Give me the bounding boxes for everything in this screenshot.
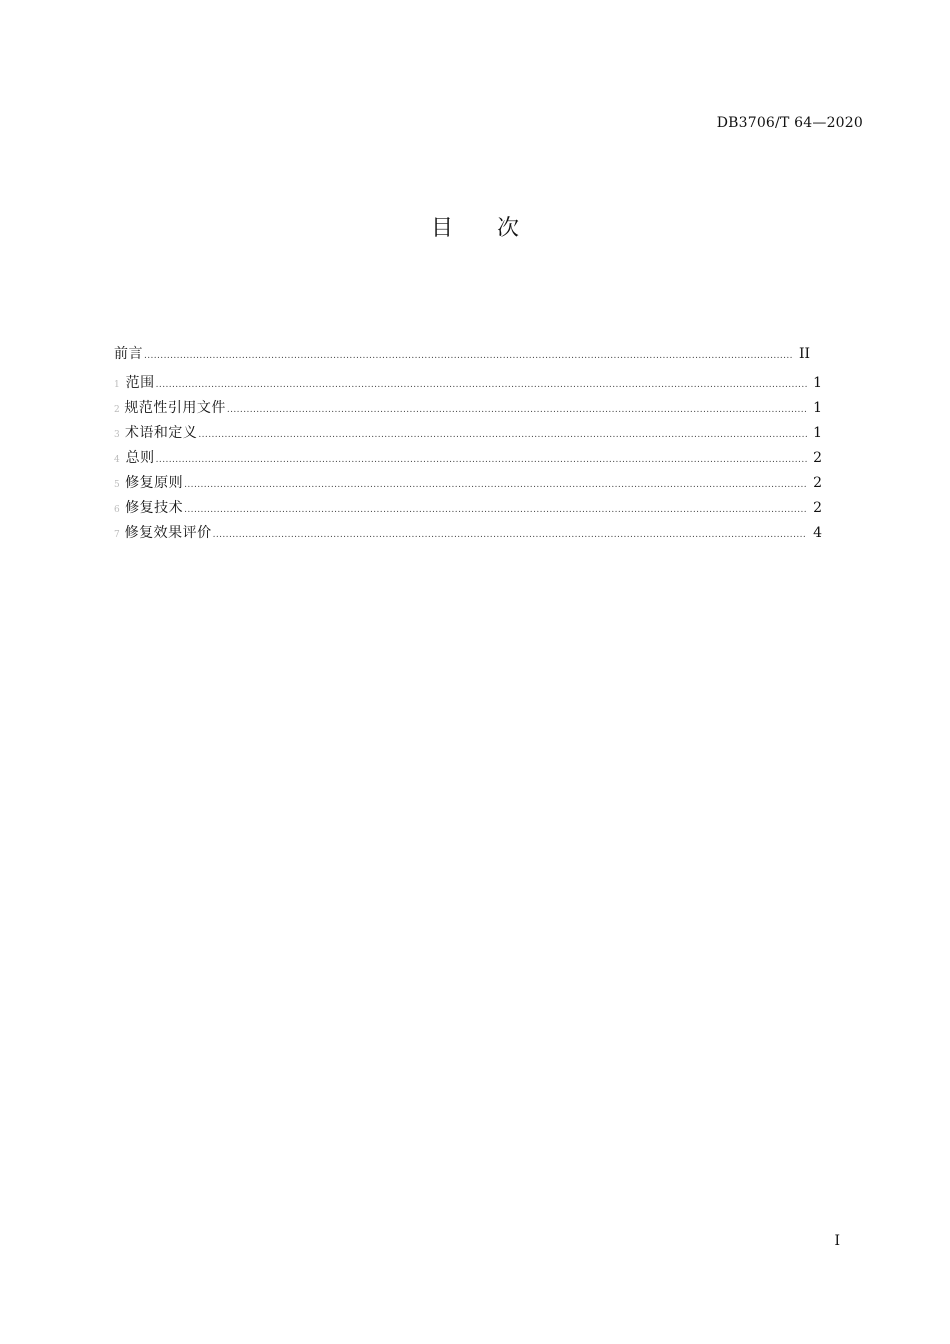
toc-entry-label: 前言 xyxy=(114,346,143,362)
toc-heading-char-2: 次 xyxy=(497,216,520,241)
toc-entry-label: 术语和定义 xyxy=(124,425,198,441)
toc-dot-leader xyxy=(227,398,807,423)
toc-entry-page: 2 xyxy=(813,500,822,516)
toc-entry-page: 1 xyxy=(813,375,822,391)
toc-entry-label: 规范性引用文件 xyxy=(124,400,226,416)
page-number: I xyxy=(834,1233,840,1249)
toc-entry-terms-definitions[interactable] xyxy=(114,421,822,446)
document-code: DB3706/T 64—2020 xyxy=(716,115,863,131)
toc-entry-preface[interactable] xyxy=(114,342,822,370)
toc-heading-char-1: 目 xyxy=(430,216,453,241)
toc-entry-label: 修复技术 xyxy=(125,500,184,516)
toc-entry-number: 4 xyxy=(114,455,120,465)
toc-entry-evaluation[interactable] xyxy=(114,521,822,546)
toc-dot-leader xyxy=(156,373,807,398)
toc-dot-leader xyxy=(144,344,793,369)
toc-entry-number: 3 xyxy=(114,430,120,440)
toc-dot-leader xyxy=(156,448,807,473)
toc-dot-leader xyxy=(213,523,807,548)
toc-entry-general[interactable] xyxy=(114,446,822,471)
toc-entry-page: 2 xyxy=(813,475,822,491)
table-of-contents xyxy=(114,342,822,546)
toc-entry-page: II xyxy=(798,346,810,362)
toc-entry-number: 5 xyxy=(114,480,120,490)
toc-dot-leader xyxy=(184,498,807,523)
toc-heading xyxy=(0,211,950,242)
toc-dot-leader xyxy=(184,473,807,498)
toc-entry-principles[interactable] xyxy=(114,471,822,496)
toc-entry-label: 总则 xyxy=(125,450,155,466)
toc-entry-label: 修复效果评价 xyxy=(124,525,212,541)
toc-dot-leader xyxy=(198,423,807,448)
toc-entry-label: 范围 xyxy=(125,375,155,391)
toc-entry-techniques[interactable] xyxy=(114,496,822,521)
toc-entry-page: 4 xyxy=(813,525,822,541)
toc-entry-label: 修复原则 xyxy=(125,475,184,491)
toc-entry-page: 1 xyxy=(813,400,822,416)
toc-entry-scope[interactable] xyxy=(114,371,822,396)
toc-entry-page: 2 xyxy=(813,450,822,466)
toc-entry-number: 7 xyxy=(114,530,120,540)
toc-entry-number: 2 xyxy=(114,405,120,415)
toc-entry-number: 1 xyxy=(114,380,120,390)
toc-entry-number: 6 xyxy=(114,505,120,515)
toc-entry-normative-references[interactable] xyxy=(114,396,822,421)
toc-entry-page: 1 xyxy=(813,425,822,441)
